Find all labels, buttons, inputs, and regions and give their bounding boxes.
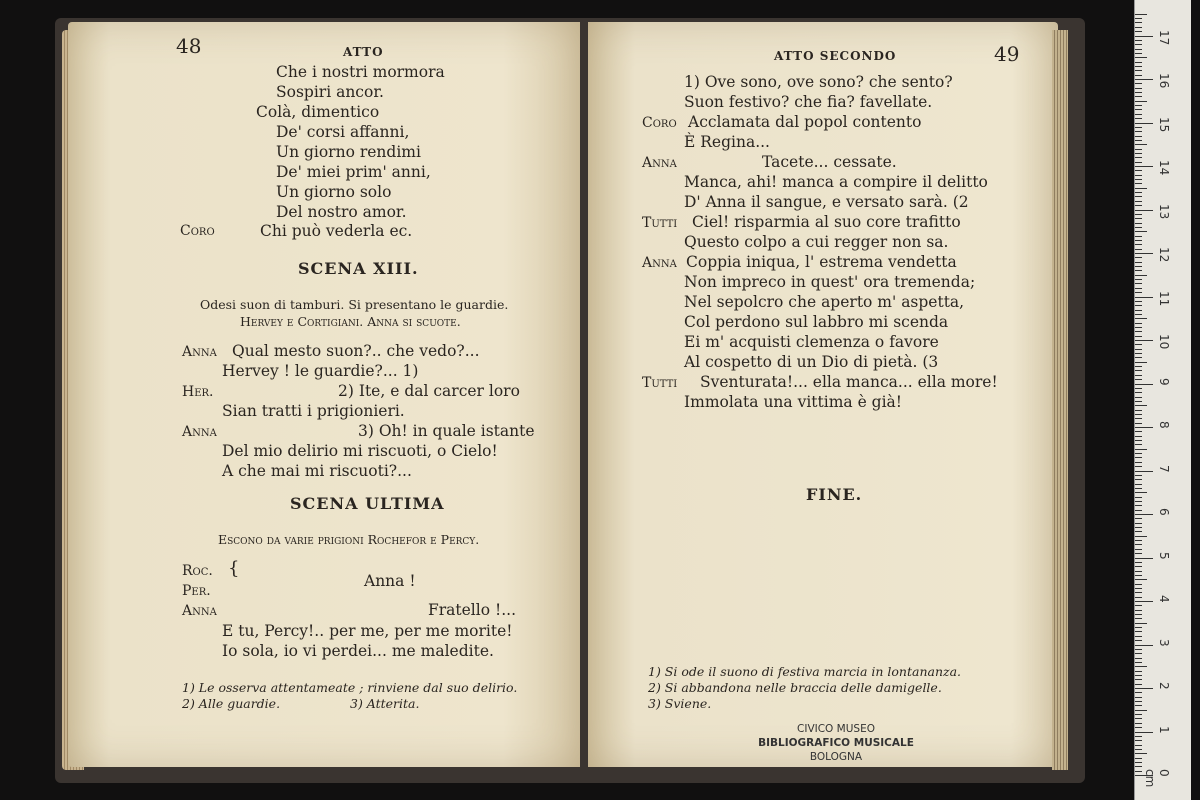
verse-line: Nel sepolcro che aperto m' aspetta, <box>684 293 965 311</box>
ruler-tick <box>1135 662 1142 663</box>
ruler-tick <box>1135 310 1142 311</box>
ruler-tick <box>1135 571 1142 572</box>
ruler-tick <box>1135 562 1142 563</box>
ruler-tick <box>1135 540 1142 541</box>
ruler-tick <box>1135 83 1142 84</box>
ruler-tick <box>1135 492 1147 493</box>
ruler-tick <box>1135 618 1142 619</box>
verse-line: Ciel! risparmia al suo core trafitto <box>692 213 961 231</box>
ruler-tick <box>1135 149 1142 150</box>
verse-line: Del mio delirio mi riscuoti, o Cielo! <box>222 442 498 460</box>
ruler-tick <box>1135 488 1142 489</box>
ruler-tick <box>1135 88 1142 89</box>
ruler-tick <box>1135 349 1142 350</box>
ruler-tick <box>1135 240 1142 241</box>
verse-line: Al cospetto di un Dio di pietà. (3 <box>684 353 939 371</box>
speaker-anna: Anna <box>642 255 677 271</box>
ruler-number: 13 <box>1157 203 1171 219</box>
ruler-tick <box>1135 384 1153 385</box>
ruler-tick <box>1135 549 1142 550</box>
verse-line: De' corsi affanni, <box>276 123 410 141</box>
ruler-tick <box>1135 475 1142 476</box>
verse-line: Sian tratti i prigionieri. <box>222 402 405 420</box>
ruler-tick <box>1135 75 1142 76</box>
verse-line: Che i nostri mormora <box>276 63 445 81</box>
ruler-tick <box>1135 457 1142 458</box>
ruler-tick <box>1135 327 1142 328</box>
ruler-tick <box>1135 192 1142 193</box>
ruler-tick <box>1135 314 1142 315</box>
verse-line: D' Anna il sangue, e versato sarà. (2 <box>684 193 969 211</box>
ruler-number: 17 <box>1157 29 1171 45</box>
ruler-tick <box>1135 397 1142 398</box>
ruler-number: 6 <box>1157 508 1171 516</box>
verse-line: Chi può vederla ec. <box>260 222 413 240</box>
stage-direction: Hervey e Cortigiani. Anna si scuote. <box>240 314 461 329</box>
ruler-tick <box>1135 127 1142 128</box>
ruler-tick <box>1135 505 1142 506</box>
ruler-tick <box>1135 231 1147 232</box>
ruler-tick <box>1135 153 1142 154</box>
ruler-tick <box>1135 66 1142 67</box>
ruler-tick <box>1135 140 1142 141</box>
ruler-number: 14 <box>1157 160 1171 176</box>
ruler-tick <box>1135 745 1142 746</box>
ruler-tick <box>1135 623 1147 624</box>
ruler-tick <box>1135 579 1147 580</box>
verse-line: 3) Oh! in quale istante <box>358 422 535 440</box>
ruler-tick <box>1135 53 1142 54</box>
ruler-tick <box>1135 527 1142 528</box>
footnote: 3) Sviene. <box>648 696 712 711</box>
ruler-tick <box>1135 436 1142 437</box>
ruler-tick <box>1135 658 1142 659</box>
verse-line: Tacete... cessate. <box>762 153 897 171</box>
speaker-her: Her. <box>182 384 214 400</box>
ruler-tick <box>1135 157 1142 158</box>
ruler-tick <box>1135 257 1142 258</box>
ruler-tick <box>1135 162 1142 163</box>
verse-line: Coppia iniqua, l' estrema vendetta <box>686 253 957 271</box>
ruler-number: 0 cm <box>1143 769 1171 788</box>
ruler-tick <box>1135 210 1153 211</box>
ruler-tick <box>1135 301 1142 302</box>
ruler-tick <box>1135 96 1142 97</box>
ruler-tick <box>1135 523 1142 524</box>
ruler-tick <box>1135 671 1142 672</box>
ruler-tick <box>1135 305 1142 306</box>
verse-line: Suon festivo? che fia? favellate. <box>684 93 933 111</box>
brace-icon: { <box>228 558 240 579</box>
ruler-number: 7 <box>1157 464 1171 473</box>
ruler-tick <box>1135 431 1142 432</box>
ruler-tick <box>1135 749 1142 750</box>
ruler-tick <box>1135 766 1142 767</box>
ruler-tick <box>1135 249 1142 250</box>
ruler-tick <box>1135 205 1142 206</box>
ruler-number: 2 <box>1157 682 1171 690</box>
ruler-tick <box>1135 640 1142 641</box>
ruler-tick <box>1135 453 1142 454</box>
ruler-tick <box>1135 614 1142 615</box>
page-edges-right <box>1052 30 1068 770</box>
ruler-tick <box>1135 710 1147 711</box>
ruler-tick <box>1135 123 1153 124</box>
stamp-line: CIVICO MUSEO <box>797 723 875 735</box>
speaker-per: Per. <box>182 583 211 599</box>
speaker-anna: Anna <box>182 344 217 360</box>
ruler-number: 1 <box>1157 725 1171 734</box>
ruler-tick <box>1135 462 1142 463</box>
ruler-number: 10 <box>1157 334 1171 350</box>
ruler-tick <box>1135 353 1142 354</box>
ruler-tick <box>1135 427 1153 428</box>
footnote: 2) Si abbandona nelle braccia delle damigelle. <box>648 680 942 695</box>
ruler-tick <box>1135 31 1142 32</box>
ruler-tick <box>1135 166 1153 167</box>
ruler-tick <box>1135 484 1142 485</box>
ruler-tick <box>1135 392 1142 393</box>
ruler-tick <box>1135 175 1142 176</box>
ruler-tick <box>1135 170 1142 171</box>
ruler-tick <box>1135 201 1142 202</box>
ruler-tick <box>1135 283 1142 284</box>
ruler-tick <box>1135 18 1142 19</box>
verse-line: Acclamata dal popol contento <box>688 113 922 131</box>
ruler-number: 3 <box>1157 638 1171 647</box>
ruler-tick <box>1135 423 1142 424</box>
ruler-tick <box>1135 653 1142 654</box>
verse-line: 2) Ite, e dal carcer loro <box>338 382 520 400</box>
ruler-tick <box>1135 331 1142 332</box>
ruler-tick <box>1135 466 1142 467</box>
library-stamp <box>756 722 916 764</box>
ruler-tick <box>1135 510 1142 511</box>
measuring-ruler <box>1134 0 1191 800</box>
stage-direction: Odesi suon di tamburi. Si presentano le guardie. <box>200 297 509 312</box>
ruler-tick <box>1135 344 1142 345</box>
ruler-tick <box>1135 79 1153 80</box>
ruler-tick <box>1135 183 1142 184</box>
verse-line: Del nostro amor. <box>276 203 407 221</box>
speaker-tutti: Tutti <box>642 215 678 231</box>
ruler-tick <box>1135 471 1153 472</box>
ruler-tick <box>1135 144 1147 145</box>
ruler-tick <box>1135 318 1147 319</box>
ruler-tick <box>1135 131 1142 132</box>
ruler-tick <box>1135 357 1142 358</box>
ruler-tick <box>1135 188 1147 189</box>
ruler-tick <box>1135 418 1142 419</box>
ruler-tick <box>1135 649 1142 650</box>
ruler-tick <box>1135 388 1142 389</box>
ruler-tick <box>1135 518 1142 519</box>
ruler-tick <box>1135 370 1142 371</box>
verse-line: Hervey ! le guardie?... 1) <box>222 362 419 380</box>
footnote: 3) Atterita. <box>350 696 420 711</box>
speaker-anna: Anna <box>182 424 217 440</box>
ruler-tick <box>1135 336 1142 337</box>
ruler-tick <box>1135 36 1153 37</box>
ruler-tick <box>1135 196 1142 197</box>
ruler-tick <box>1135 601 1153 602</box>
ruler-tick <box>1135 553 1142 554</box>
ruler-tick <box>1135 253 1153 254</box>
ruler-tick <box>1135 62 1142 63</box>
ruler-tick <box>1135 736 1142 737</box>
ruler-tick <box>1135 105 1142 106</box>
ruler-tick <box>1135 366 1142 367</box>
left-page-number: 48 <box>176 34 202 58</box>
ruler-tick <box>1135 92 1142 93</box>
speaker-coro: Coro <box>180 223 215 239</box>
ruler-tick <box>1135 297 1153 298</box>
ruler-tick <box>1135 566 1142 567</box>
ruler-tick <box>1135 218 1142 219</box>
ruler-tick <box>1135 214 1142 215</box>
verse-line: Col perdono sul labbro mi scenda <box>684 313 949 331</box>
verse-line: Qual mesto suon?.. che vedo?... <box>232 342 480 360</box>
ruler-tick <box>1135 323 1142 324</box>
ruler-tick <box>1135 684 1142 685</box>
ruler-tick <box>1135 410 1142 411</box>
ruler-tick <box>1135 414 1142 415</box>
footnote: 1) Si ode il suono di festiva marcia in lontananza. <box>648 664 962 679</box>
ruler-number: 16 <box>1157 73 1171 89</box>
ruler-tick <box>1135 22 1142 23</box>
left-page-header: ATTO <box>343 45 384 59</box>
ruler-tick <box>1135 501 1142 502</box>
verse-line: Non impreco in quest' ora tremenda; <box>684 273 976 291</box>
scene-last-title: SCENA ULTIMA <box>290 494 445 513</box>
ruler-tick <box>1135 597 1142 598</box>
ruler-tick <box>1135 714 1142 715</box>
ruler-tick <box>1135 697 1142 698</box>
ruler-tick <box>1135 645 1153 646</box>
footnote: 2) Alle guardie. <box>182 696 281 711</box>
ruler-tick <box>1135 631 1142 632</box>
ruler-tick <box>1135 740 1142 741</box>
ruler-tick <box>1135 266 1142 267</box>
ruler-tick <box>1135 636 1142 637</box>
ruler-tick <box>1135 675 1142 676</box>
speaker-anna: Anna <box>642 155 677 171</box>
ruler-tick <box>1135 292 1142 293</box>
ruler-tick <box>1135 401 1142 402</box>
ruler-tick <box>1135 14 1147 15</box>
right-page-number: 49 <box>994 42 1020 66</box>
ruler-tick <box>1135 514 1153 515</box>
ruler-tick <box>1135 27 1142 28</box>
ruler-tick <box>1135 588 1142 589</box>
verse-line: Un giorno solo <box>276 183 392 201</box>
ruler-tick <box>1135 610 1142 611</box>
ruler-number: 15 <box>1157 116 1171 132</box>
ruler-tick <box>1135 49 1142 50</box>
ruler-number: 12 <box>1157 247 1171 263</box>
ruler-tick <box>1135 275 1147 276</box>
ruler-tick <box>1135 340 1153 341</box>
ruler-tick <box>1135 262 1142 263</box>
ruler-tick <box>1135 57 1147 58</box>
ruler-tick <box>1135 758 1142 759</box>
verse-line: A che mai mi riscuoti?... <box>222 462 412 480</box>
ruler-tick <box>1135 727 1142 728</box>
ruler-tick <box>1135 666 1147 667</box>
ruler-tick <box>1135 479 1142 480</box>
ruler-tick <box>1135 379 1142 380</box>
ruler-tick <box>1135 701 1142 702</box>
footnote: 1) Le osserva attentameate ; rinviene dal suo delirio. <box>182 680 518 695</box>
ruler-tick <box>1135 444 1142 445</box>
ruler-tick <box>1135 114 1142 115</box>
ruler-tick <box>1135 405 1147 406</box>
ruler-tick <box>1135 270 1142 271</box>
stamp-line: BOLOGNA <box>809 751 863 763</box>
ruler-number: 8 <box>1157 421 1171 429</box>
ruler-tick <box>1135 762 1142 763</box>
ruler-number: 11 <box>1157 290 1171 306</box>
ruler-tick <box>1135 136 1142 137</box>
verse-line: 1) Ove sono, ove sono? che sento? <box>684 73 953 91</box>
ruler-tick <box>1135 223 1142 224</box>
ruler-tick <box>1135 449 1147 450</box>
stamp-line: BIBLIOGRAFICO MUSICALE <box>758 737 914 749</box>
ruler-tick <box>1135 584 1142 585</box>
scene-13-title: SCENA XIII. <box>298 259 419 278</box>
ruler-tick <box>1135 109 1142 110</box>
ruler-tick <box>1135 40 1142 41</box>
verse-line: E tu, Percy!.. per me, per me morite! <box>222 622 513 640</box>
ruler-tick <box>1135 692 1142 693</box>
ruler-tick <box>1135 705 1142 706</box>
ruler-tick <box>1135 44 1142 45</box>
ruler-tick <box>1135 497 1142 498</box>
ruler-tick <box>1135 375 1142 376</box>
verse-line: Questo colpo a cui regger non sa. <box>684 233 949 251</box>
ruler-tick <box>1135 179 1142 180</box>
ruler-tick <box>1135 288 1142 289</box>
verse-line: Io sola, io vi perdei... me maledite. <box>222 642 494 660</box>
ruler-tick <box>1135 688 1153 689</box>
ruler-tick <box>1135 227 1142 228</box>
speaker-roc: Roc. <box>182 563 213 579</box>
verse-line: Un giorno rendimi <box>276 143 421 161</box>
ruler-tick <box>1135 440 1142 441</box>
verse-line: De' miei prim' anni, <box>276 163 431 181</box>
ruler-tick <box>1135 679 1142 680</box>
ruler-tick <box>1135 627 1142 628</box>
verse-line: È Regina... <box>684 133 770 151</box>
ruler-number: 5 <box>1157 551 1171 560</box>
ruler-tick <box>1135 244 1142 245</box>
ruler-tick <box>1135 575 1142 576</box>
fine-title: FINE. <box>806 485 863 504</box>
verse-line: Ei m' acquisti clemenza o favore <box>684 333 939 351</box>
right-page-header: ATTO SECONDO <box>774 49 897 63</box>
stage-direction: Escono da varie prigioni Rochefor e Percy. <box>218 532 480 547</box>
ruler-tick <box>1135 732 1153 733</box>
speaker-anna: Anna <box>182 603 217 619</box>
ruler-tick <box>1135 592 1142 593</box>
ruler-tick <box>1135 723 1142 724</box>
verse-line: Anna ! <box>364 572 416 590</box>
ruler-tick <box>1135 753 1147 754</box>
speaker-tutti: Tutti <box>642 375 678 391</box>
verse-line: Fratello !... <box>428 601 516 619</box>
speaker-coro: Coro <box>642 115 677 131</box>
ruler-tick <box>1135 536 1147 537</box>
ruler-tick <box>1135 70 1142 71</box>
ruler-tick <box>1135 531 1142 532</box>
ruler-number: 4 <box>1157 595 1171 603</box>
ruler-tick <box>1135 558 1153 559</box>
verse-line: Sospiri ancor. <box>276 83 384 101</box>
ruler-tick <box>1135 771 1142 772</box>
ruler-number: 9 <box>1157 377 1171 386</box>
ruler-tick <box>1135 718 1142 719</box>
verse-line: Sventurata!... ella manca... ella more! <box>700 373 998 391</box>
verse-line: Colà, dimentico <box>256 103 380 121</box>
ruler-tick <box>1135 279 1142 280</box>
ruler-tick <box>1135 101 1147 102</box>
verse-line: Immolata una vittima è già! <box>684 393 903 411</box>
ruler-tick <box>1135 236 1142 237</box>
ruler-tick <box>1135 118 1142 119</box>
verse-line: Manca, ahi! manca a compire il delitto <box>684 173 988 191</box>
ruler-tick <box>1135 362 1147 363</box>
ruler-tick <box>1135 544 1142 545</box>
ruler-tick <box>1135 605 1142 606</box>
